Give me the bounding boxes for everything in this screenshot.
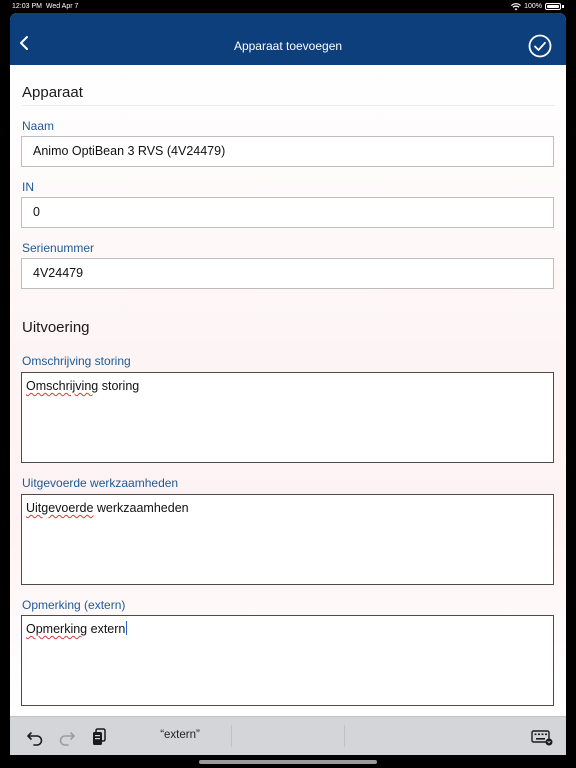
battery-percent: 100% xyxy=(524,3,542,10)
redo-icon[interactable] xyxy=(57,727,77,747)
opmerking-extern-label: Opmerking (extern) xyxy=(22,598,126,612)
storing-text-word: Omschrijving xyxy=(26,379,99,393)
battery-icon xyxy=(545,3,561,10)
wifi-icon xyxy=(511,3,521,11)
checkmark-circle-icon[interactable] xyxy=(528,34,552,58)
keyboard-shortcut-bar xyxy=(10,716,566,755)
battery-cap xyxy=(562,5,564,8)
suggestion-divider xyxy=(231,725,232,747)
omschrijving-storing-label: Omschrijving storing xyxy=(22,354,131,368)
undo-icon[interactable] xyxy=(25,727,45,747)
section-title-apparaat: Apparaat xyxy=(22,84,83,101)
suggestion-divider xyxy=(344,725,345,747)
opmerking-extern-textarea[interactable] xyxy=(21,615,554,706)
status-time-date xyxy=(12,0,78,13)
naam-input[interactable]: Animo OptiBean 3 RVS (4V24479) xyxy=(21,136,554,167)
opm-text-rest: extern xyxy=(87,622,126,636)
uitgevoerde-werkzaamheden-textarea[interactable] xyxy=(21,494,554,585)
status-date: Wed Apr 7 xyxy=(45,3,79,10)
page-title: Apparaat toevoegen xyxy=(233,39,343,53)
in-input[interactable]: 0 xyxy=(21,197,554,228)
status-bar xyxy=(0,0,576,13)
home-indicator[interactable] xyxy=(199,760,377,764)
in-label: IN xyxy=(22,180,34,194)
werk-text-word: Uitgevoerde xyxy=(26,501,94,515)
omschrijving-storing-textarea[interactable] xyxy=(21,372,554,463)
status-time: 12:03 PM xyxy=(12,3,42,10)
clipboard-icon[interactable] xyxy=(90,727,110,747)
storing-text-rest: storing xyxy=(98,379,140,393)
uitgevoerde-werkzaamheden-label: Uitgevoerde werkzaamheden xyxy=(22,476,179,490)
keyboard-icon[interactable] xyxy=(531,727,553,747)
werk-text-rest: werkzaamheden xyxy=(93,501,189,515)
autocorrect-suggestion[interactable]: “extern” xyxy=(160,729,200,741)
text-caret xyxy=(126,621,127,635)
section-divider xyxy=(22,105,555,106)
status-right xyxy=(511,0,564,13)
naam-label: Naam xyxy=(22,119,55,133)
serienummer-label: Serienummer xyxy=(22,241,95,255)
form-content xyxy=(10,65,566,716)
opm-text-word: Opmerking xyxy=(26,622,88,636)
app-window xyxy=(10,13,566,755)
serienummer-input[interactable]: 4V24479 xyxy=(21,258,554,289)
section-title-uitvoering: Uitvoering xyxy=(22,319,90,336)
navigation-bar xyxy=(10,13,566,65)
